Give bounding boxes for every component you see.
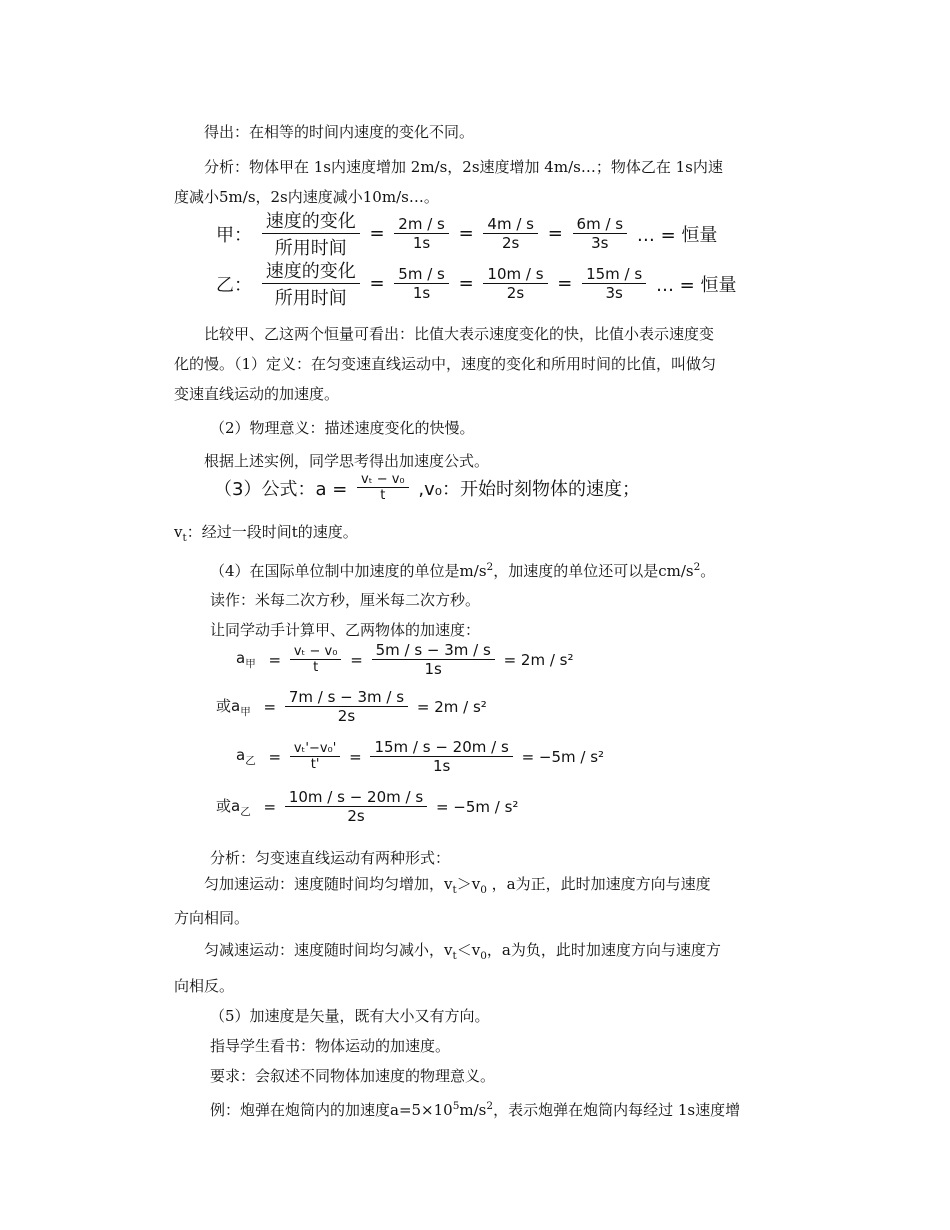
text-line: （5）加速度是矢量，既有大小又有方向。 xyxy=(210,1007,490,1025)
var-v: v xyxy=(174,523,183,541)
lhs: 或a xyxy=(216,796,241,815)
frac-num: 6m / s xyxy=(576,215,624,233)
text-seg: ，表示炮弹在炮筒内每经过 1s速度增 xyxy=(493,1101,741,1119)
text-seg: ＜v xyxy=(456,941,481,959)
text-seg: ＞v xyxy=(456,875,481,893)
text-seg: 匀减速运动：速度随时间均匀减小，v xyxy=(204,941,453,959)
sup-2: 2 xyxy=(486,1100,494,1112)
text-line: （2）物理意义：描述速度变化的快慢。 xyxy=(210,419,475,437)
text-line: 向相反。 xyxy=(174,977,235,995)
sub-0: 0 xyxy=(480,884,487,896)
equation-yi: 乙： $\frac{\text{速度的变化}}{\text{所用时间}}$ = $\frac{5m / s}{1s}$ = $\frac{10m / s}{2s}$ = $\frac{15m / s}{3s}$ … = 恒量 xyxy=(212,257,740,310)
text-line: 要求：会叙述不同物体加速度的物理意义。 xyxy=(210,1067,496,1085)
frac-den: 2s xyxy=(483,233,538,252)
frac-den: t xyxy=(357,487,409,503)
text-line: 变速直线运动的加速度。 xyxy=(174,385,340,403)
sup-5: 5 xyxy=(452,1100,460,1112)
sub-label: 甲 xyxy=(245,657,256,670)
text-seg: ，a为正，此时加速度方向与速度 xyxy=(486,875,711,893)
result: = −5m / s² xyxy=(435,797,519,816)
sub-label: 乙 xyxy=(245,754,256,767)
frac-den: 1s xyxy=(394,283,449,302)
frac-num: 4m / s xyxy=(487,215,534,233)
sub-label: 乙 xyxy=(240,805,251,818)
sub-t: t xyxy=(452,950,457,962)
frac-num: 速度的变化 xyxy=(265,261,356,282)
result: = 2m / s² xyxy=(416,697,487,716)
text-line xyxy=(210,1096,740,1120)
text-seg: m/s xyxy=(459,1101,487,1119)
text-line: 比较甲、乙这两个恒量可看出：比值大表示速度变化的快，比值小表示速度变 xyxy=(204,325,715,343)
text-line: 指导学生看书：物体运动的加速度。 xyxy=(210,1037,451,1055)
frac-num: vₜ − v₀ xyxy=(293,644,338,659)
calc-a-yi-2: 或$a_乙$ = $\frac{10m / s - 20m / s}{2s}$ = −5m / s² xyxy=(216,788,519,825)
formula-suffix: ,v₀：开始时刻物体的速度； xyxy=(418,478,640,500)
equation-jia: 甲： $\frac{\text{速度的变化}}{\text{所用时间}}$ = $\frac{2m / s}{1s}$ = $\frac{4m / s}{2s}$ = $\frac{6m / s}{3s}$ … = 恒量 xyxy=(212,207,721,260)
frac-den: 1s xyxy=(370,756,512,775)
text-seg: ，a为负，此时加速度方向与速度方 xyxy=(486,941,721,959)
frac-num: 速度的变化 xyxy=(265,211,356,232)
text-line: 分析：物体甲在 1s内速度增加 2m/s，2s速度增加 4m/s…；物体乙在 1s内速 xyxy=(204,158,723,176)
text-seg: 匀加速运动：速度随时间均匀增加，v xyxy=(204,875,453,893)
frac-num: 2m / s xyxy=(398,215,445,233)
sub-t: t xyxy=(452,884,457,896)
lhs: 或a xyxy=(216,696,241,715)
text-line xyxy=(204,940,721,966)
text-line: 度减小5m/s，2s内速度减小10m/s…。 xyxy=(174,188,439,206)
frac-num: 15m / s − 20m / s xyxy=(374,738,509,756)
vt-desc: 经过一段时间t的速度。 xyxy=(201,523,358,541)
text-line: 得出：在相等的时间内速度的变化不同。 xyxy=(204,123,475,141)
frac-num: 15m / s xyxy=(586,265,643,283)
sub-label: 甲 xyxy=(240,705,251,718)
text-line: 化的慢。（1）定义：在匀变速直线运动中，速度的变化和所用时间的比值，叫做匀 xyxy=(174,355,717,373)
frac-den: 2s xyxy=(483,283,547,302)
calc-a-jia-1: $a_甲$ = $\frac{\text{vₜ − v₀}}{t}$ = $\frac{5m / s - 3m / s}{1s}$ = 2m / s² xyxy=(236,641,574,678)
result: = −5m / s² xyxy=(521,747,605,766)
frac-den: 2s xyxy=(285,806,427,825)
frac-den: 3s xyxy=(582,283,646,302)
text-line: 读作：米每二次方秒，厘米每二次方秒。 xyxy=(210,591,481,609)
text-line: 方向相同。 xyxy=(174,909,250,927)
frac-den: 2s xyxy=(285,706,408,725)
result: = 2m / s² xyxy=(503,650,574,669)
frac-num: 7m / s − 3m / s xyxy=(288,688,405,706)
text-line xyxy=(174,522,358,548)
frac-num: vₜ'−v₀' xyxy=(293,741,337,756)
sub-t: t xyxy=(182,532,187,544)
text-line: 分析：匀变速直线运动有两种形式： xyxy=(210,849,451,867)
eq-tail: … = 恒量 xyxy=(655,274,737,296)
frac-den: t' xyxy=(290,756,340,772)
text-line xyxy=(204,874,711,900)
frac-den: 3s xyxy=(573,233,628,252)
frac-den: 所用时间 xyxy=(262,233,360,260)
frac-num: 5m / s xyxy=(398,265,445,283)
lhs: a xyxy=(236,648,246,667)
sup-2: 2 xyxy=(693,561,701,573)
sub-0: 0 xyxy=(480,950,487,962)
eq-label: 乙： xyxy=(216,274,252,296)
frac-den: 所用时间 xyxy=(262,283,360,310)
frac-num: vₜ − v₀ xyxy=(361,472,405,487)
lhs: a xyxy=(236,745,246,764)
eq-label: 甲： xyxy=(216,224,252,246)
text-seg: （4）在国际单位制中加速度的单位是m/s xyxy=(210,562,487,580)
text-line: 让同学动手计算甲、乙两物体的加速度： xyxy=(210,621,481,639)
frac-num: 10m / s − 20m / s xyxy=(288,788,424,806)
frac-num: 5m / s − 3m / s xyxy=(375,641,491,659)
text-line: 根据上述实例，同学思考得出加速度公式。 xyxy=(204,452,490,470)
frac-num: 10m / s xyxy=(487,265,544,283)
frac-den: 1s xyxy=(372,659,495,678)
text-seg: ，加速度的单位还可以是cm/s xyxy=(493,562,694,580)
calc-a-yi-1: $a_乙$ = $\frac{\text{vₜ'−v₀'}}{t'}$ = $\frac{15m / s - 20m / s}{1s}$ = −5m / s² xyxy=(236,738,605,775)
formula-prefix: （3）公式：a = xyxy=(214,478,348,500)
frac-den: 1s xyxy=(394,233,449,252)
sup-2: 2 xyxy=(486,561,494,573)
colon: ： xyxy=(186,523,202,541)
formula-line xyxy=(210,472,644,503)
calc-a-jia-2: 或$a_甲$ = $\frac{7m / s - 3m / s}{2s}$ = 2m / s² xyxy=(216,688,487,725)
eq-tail: … = 恒量 xyxy=(636,224,718,246)
text-line: （4）在国际单位制中加速度的单位是$m/s^2$，加速度的单位还可以是$cm/s^2$。 xyxy=(210,561,716,580)
text-seg: 例：炮弹在炮筒内的加速度a=5×10 xyxy=(210,1101,453,1119)
frac-den: t xyxy=(290,659,342,675)
